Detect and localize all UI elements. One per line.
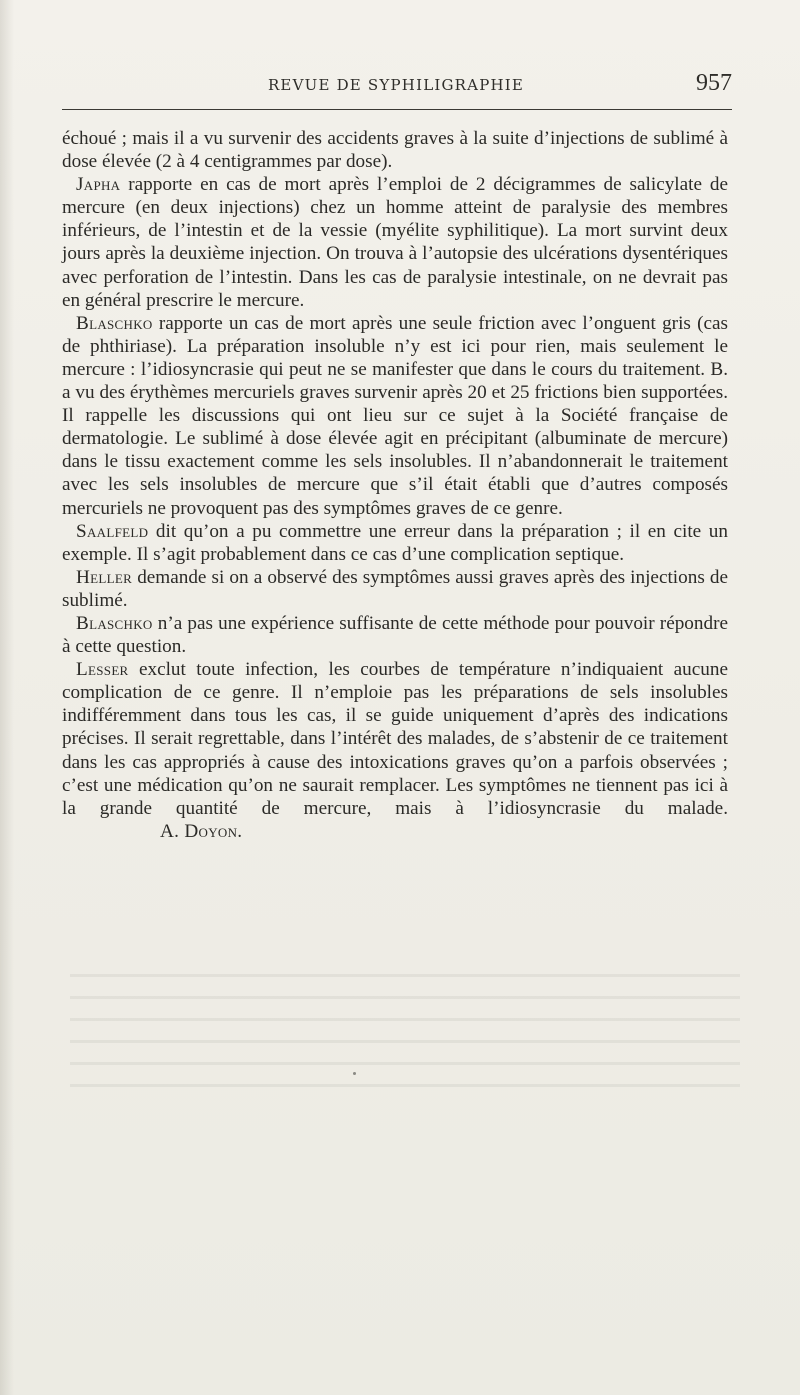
author-signature: A. Doyon.	[160, 820, 243, 842]
paragraph-4	[62, 520, 728, 566]
paragraph-5-text: demande si on a observé des symptômes aussi graves après des injections de sublimé.	[62, 566, 728, 611]
speaker-name: Blaschko	[76, 612, 153, 634]
page-gutter-shadow	[0, 0, 14, 1395]
running-title: REVUE DE SYPHILIGRAPHIE	[267, 76, 525, 94]
speaker-name: Saalfeld	[76, 520, 149, 542]
speaker-name: Blaschko	[76, 312, 153, 334]
paragraph-5	[62, 566, 728, 612]
speaker-name: Lesser	[76, 659, 129, 681]
paragraph-6-text: n’a pas une expérience suffisante de cette méthode pour pouvoir répondre à cette question.	[62, 612, 728, 658]
paragraph-1-text: échoué ; mais il a vu survenir des accidents graves à la suite d’injections de sublimé à dose élevée (2 à 4 centigrammes par dose).	[62, 128, 728, 173]
speaker-name: Japha	[76, 174, 121, 196]
header-rule	[62, 109, 732, 110]
paper-speck	[353, 1072, 356, 1075]
paragraph-1	[62, 127, 728, 173]
paragraph-6	[62, 612, 728, 658]
page-number: 957	[696, 70, 732, 96]
paragraph-7	[62, 658, 728, 843]
paragraph-2-text: rapporte en cas de mort après l’emploi de 2 décigrammes de salicylate de mercure (en deux injections) chez un homme atteint de paralysie des membres inférieurs, de l’intestin et de la vessie (myélite syphilitique). La mort survint deux jours après la deuxième injection. On trouva à l’autopsie des ulcérations dysentériques avec perforation de l’intestin. Dans les cas de paralysie intestinale, on ne devrait pas en général prescrire le mercure.	[62, 174, 728, 311]
paragraph-7-text: exclut toute infection, les courbes de température n’indiquaient aucune complication de ce genre. Il n’emploie pas les préparations de sels insolubles indifféremment dans tous les cas, il se guide uniquement d’après des indications précises. Il serait regrettable, dans l’intérêt des malades, de s’abstenir de ce traitement dans les cas appropriés à cause des intoxications graves qu’on a parfois observées ; c’est une médication qu’on ne saurait remplacer. Les symptômes ne tiennent pas ici à la grande quantité de mercure, mais à l’idiosyncrasie du malade.	[62, 659, 728, 819]
paragraph-2	[62, 173, 728, 312]
paragraph-4-text: dit qu’on a pu commettre une erreur dans la préparation ; il en cite un exemple. Il s’agit probablement dans ce cas d’une complication septique.	[62, 520, 728, 565]
article-text	[62, 127, 728, 843]
reverse-side-show-through	[70, 960, 740, 1105]
paragraph-3-text: rapporte un cas de mort après une seule friction avec l’onguent gris (cas de phthiriase). La préparation insoluble n’y est ici pour rien, mais seulement le mercure : l’idiosyncrasie qui peut ne se manifester que dans le cours du traitement. B. a vu des érythèmes mercuriels graves survenir après 20 et 25 frictions bien supportées. Il rappelle les discussions qui ont lieu sur ce sujet à la Société française de dermatologie. Le sublimé à dose élevée agit en précipitant (albuminate de mercure) dans le tissu exactement comme les sels insolubles. Il n’abandonnerait le traitement avec les sels insolubles de mercure que s’il était établi que d’autres composés mercuriels ne provoquent pas des symptômes graves de ce genre.	[62, 312, 728, 519]
page-header	[62, 70, 730, 100]
paragraph-3	[62, 312, 728, 520]
speaker-name: Heller	[76, 566, 133, 588]
